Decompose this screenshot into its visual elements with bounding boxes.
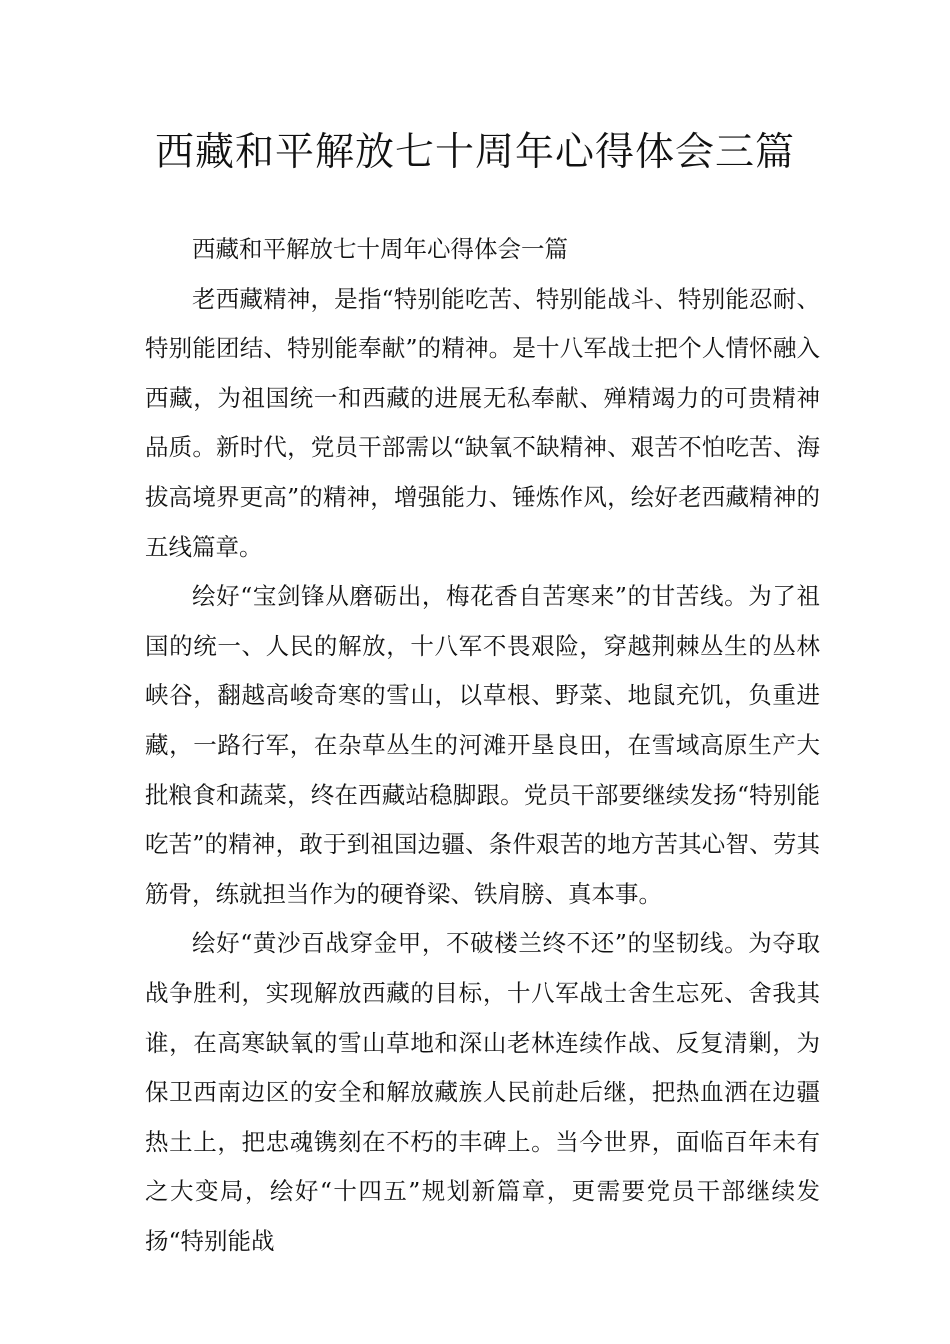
paragraph-intro: 老西藏精神，是指“特别能吃苦、特别能战斗、特别能忍耐、特别能团结、特别能奉献”的精神。是十八军战士把个人情怀融入西藏，为祖国统一和西藏的进展无私奉献、殚精竭力的可贵精神品质。新时代，党员干部需以“缺氧不缺精神、艰苦不怕吃苦、海拔高境界更高”的精神，增强能力、锤炼作风，绘好老西藏精神的五线篇章。 xyxy=(145,284,820,561)
section-subtitle: 西藏和平解放七十周年心得体会一篇 xyxy=(192,235,568,263)
paragraph-tenacity-line: 绘好“黄沙百战穿金甲，不破楼兰终不还”的坚韧线。为夺取战争胜利，实现解放西藏的目标，十八军战士舍生忘死、舍我其谁，在高寒缺氧的雪山草地和深山老林连续作战、反复清剿，为保卫西南边区的安全和解放藏族人民前赴后继，把热血洒在边疆热土上，把忠魂镌刻在不朽的丰碑上。当今世界，面临百年未有之大变局，绘好“十四五”规划新篇章，更需要党员干部继续发扬“特别能战 xyxy=(145,929,820,1255)
document-title: 西藏和平解放七十周年心得体会三篇 xyxy=(154,130,795,175)
document-body xyxy=(145,225,820,1266)
paragraph-hardship-line: 绘好“宝剑锋从磨砺出，梅花香自苦寒来”的甘苦线。为了祖国的统一、人民的解放，十八军不畏艰险，穿越荆棘丛生的丛林峡谷，翻越高峻奇寒的雪山，以草根、野菜、地鼠充饥，负重进藏，一路行军，在杂草丛生的河滩开垦良田，在雪域高原生产大批粮食和蔬菜，终在西藏站稳脚跟。党员干部要继续发扬“特别能吃苦”的精神，敢于到祖国边疆、条件艰苦的地方苦其心智、劳其筋骨，练就担当作为的硬脊梁、铁肩膀、真本事。 xyxy=(145,582,820,908)
